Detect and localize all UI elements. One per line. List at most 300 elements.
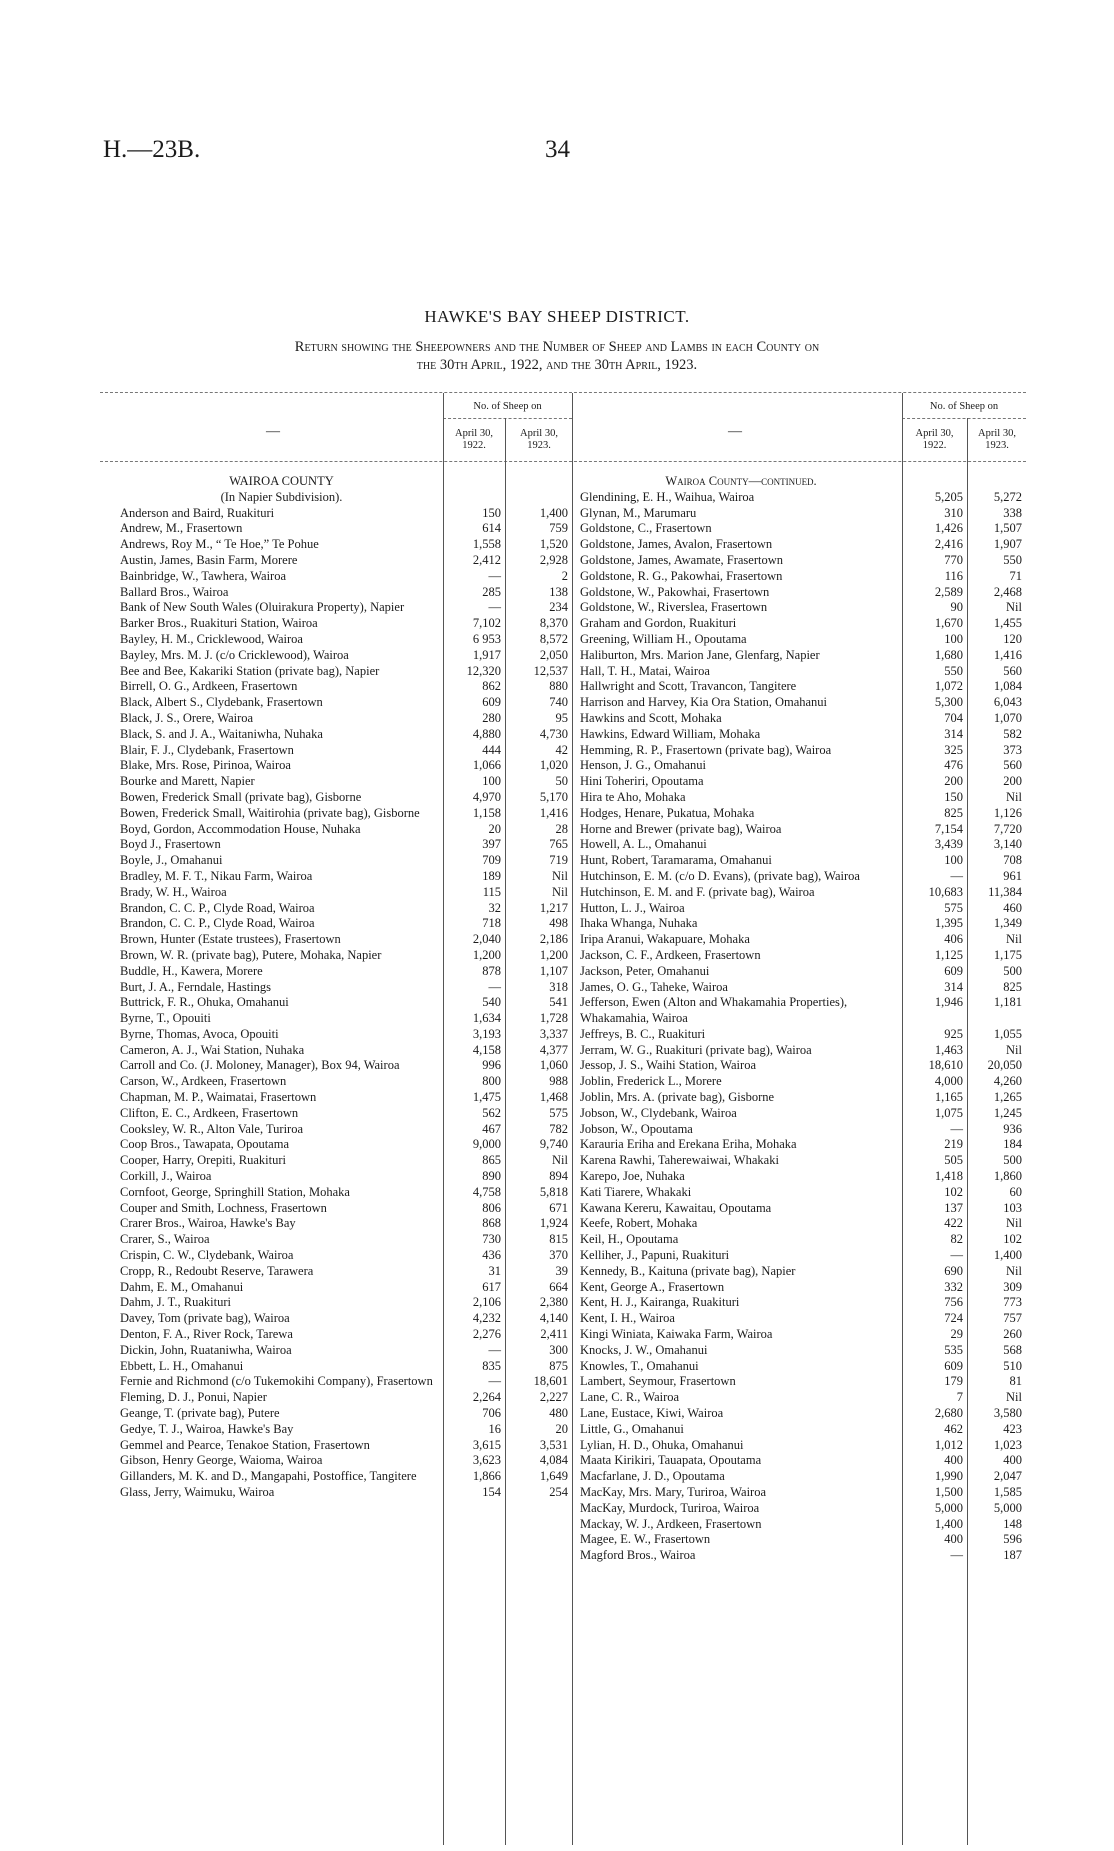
sheep-count-1922: 2,264 xyxy=(472,1390,501,1405)
sheep-count-1922: 4,758 xyxy=(472,1184,501,1199)
sheep-count-1923: Nil xyxy=(552,884,568,899)
owner-name: Brown, W. R. (private bag), Putere, Mohaka, Napier xyxy=(120,947,382,962)
owner-name: Hutchinson, E. M. (c/o D. Evans), (private bag), Wairoa xyxy=(580,868,860,883)
owner-name: Jackson, C. F., Ardkeen, Frasertown xyxy=(580,947,761,962)
table-row xyxy=(120,885,572,901)
owner-name: Little, G., Omahanui xyxy=(580,1421,684,1436)
sheep-count-1922: 862 xyxy=(482,679,501,694)
owner-name: MacKay, Murdock, Turiroa, Wairoa xyxy=(580,1500,760,1515)
table-row xyxy=(120,853,572,869)
sheep-count-1922: 2,412 xyxy=(472,552,501,567)
sheep-count-1923: 765 xyxy=(549,837,568,852)
owner-name: Bank of New South Wales (Oluirakura Property), Napier xyxy=(120,600,405,615)
table-row xyxy=(580,585,1026,601)
subtitle-line-2: the 30th April, 1922, and the 30th April, 1923. xyxy=(416,357,698,373)
table-row xyxy=(580,1058,1026,1074)
owner-name: Knocks, J. W., Omahanui xyxy=(580,1342,708,1357)
sheep-count-1922: 310 xyxy=(944,505,963,520)
table-row xyxy=(580,980,1026,996)
table-row xyxy=(120,1295,572,1311)
table-row xyxy=(580,1485,1026,1501)
sheep-count-1923: 894 xyxy=(549,1169,568,1184)
table-row xyxy=(580,822,1026,838)
sheep-count-1923: 95 xyxy=(555,710,568,725)
sheep-count-1922: 397 xyxy=(482,837,501,852)
subtitle-line-1: Return showing the Sheepowners and the Number of Sheep and Lambs in each County on xyxy=(294,339,820,355)
owner-name: Bowen, Frederick Small, Waitirohia (private bag), Gisborne xyxy=(120,805,420,820)
sheep-count-1923: 400 xyxy=(1003,1453,1022,1468)
table-row xyxy=(580,521,1026,537)
sheep-count-1923: 373 xyxy=(1003,742,1022,757)
sheep-count-1922: 285 xyxy=(482,584,501,599)
sheep-count-1923: Nil xyxy=(552,1153,568,1168)
sheep-count-1923: 596 xyxy=(1003,1532,1022,1547)
table-row xyxy=(580,1280,1026,1296)
sheep-count-1922: 690 xyxy=(944,1263,963,1278)
sheep-count-1923: 2,050 xyxy=(539,647,568,662)
table-row xyxy=(580,758,1026,774)
sheep-count-1922: 2,680 xyxy=(934,1406,963,1421)
sheep-count-1923: Nil xyxy=(1006,1263,1022,1278)
sheep-count-1922: 422 xyxy=(944,1216,963,1231)
sheep-count-1922: 609 xyxy=(944,1358,963,1373)
table-row xyxy=(120,1469,572,1485)
table-row xyxy=(120,616,572,632)
sheep-count-1923: 541 xyxy=(549,995,568,1010)
sheep-count-1922: 890 xyxy=(482,1169,501,1184)
sheep-count-1923: 338 xyxy=(1003,505,1022,520)
table-row xyxy=(580,1185,1026,1201)
sheep-count-1922: 1,012 xyxy=(934,1437,963,1452)
owner-name: Graham and Gordon, Ruakituri xyxy=(580,616,737,631)
owner-name: Kennedy, B., Kaituna (private bag), Napier xyxy=(580,1263,796,1278)
owner-name: Goldstone, W., Pakowhai, Frasertown xyxy=(580,584,770,599)
left-col-1923-header: April 30, 1923. xyxy=(520,428,558,451)
sheep-count-1923: 782 xyxy=(549,1121,568,1136)
sheep-count-1922: 102 xyxy=(944,1184,963,1199)
sheep-count-1922: 800 xyxy=(482,1074,501,1089)
table-row xyxy=(580,1232,1026,1248)
sheep-count-1922: 1,418 xyxy=(934,1169,963,1184)
sheep-count-1923: 825 xyxy=(1003,979,1022,994)
sheep-count-1923: 550 xyxy=(1003,552,1022,567)
table-row xyxy=(580,869,1026,885)
table-row xyxy=(580,837,1026,853)
owner-name: Keil, H., Opoutama xyxy=(580,1232,679,1247)
owner-name: Crispin, C. W., Clydebank, Wairoa xyxy=(120,1248,294,1263)
sheep-count-1923: 1,349 xyxy=(993,916,1022,931)
sheep-count-1923: 2 xyxy=(561,568,568,583)
sheep-count-1923: 1,400 xyxy=(539,505,568,520)
sheep-count-1922: 925 xyxy=(944,1026,963,1041)
sheep-count-1922: 4,232 xyxy=(472,1311,501,1326)
owner-name: Kati Tiarere, Whakaki xyxy=(580,1184,692,1199)
sheep-count-1923: Nil xyxy=(1006,932,1022,947)
owner-name: Boyd J., Frasertown xyxy=(120,837,221,852)
table-row xyxy=(580,916,1026,932)
sheep-count-1922: 609 xyxy=(944,963,963,978)
sheep-count-1923: 708 xyxy=(1003,853,1022,868)
table-row xyxy=(580,743,1026,759)
sheep-count-1923: 671 xyxy=(549,1200,568,1215)
table-row xyxy=(120,869,572,885)
table-row xyxy=(580,1374,1026,1390)
sheep-count-1923: 2,186 xyxy=(539,932,568,947)
sheep-count-1923: 2,928 xyxy=(539,552,568,567)
sheep-count-1922: 462 xyxy=(944,1421,963,1436)
sheep-count-1923: 318 xyxy=(549,979,568,994)
table-top-rule xyxy=(100,392,1026,393)
table-row xyxy=(580,1438,1026,1454)
owner-name: Magford Bros., Wairoa xyxy=(580,1548,696,1563)
owner-name: Jessop, J. S., Waihi Station, Wairoa xyxy=(580,1058,756,1073)
sheep-count-1922: 865 xyxy=(482,1153,501,1168)
sheep-count-1923: 2,468 xyxy=(993,584,1022,599)
sheep-count-1923: 510 xyxy=(1003,1358,1022,1373)
owner-name: Black, S. and J. A., Waitaniwha, Nuhaka xyxy=(120,726,323,741)
sheep-count-1923: 3,140 xyxy=(993,837,1022,852)
table-row xyxy=(580,1106,1026,1122)
sheep-count-1922: 314 xyxy=(944,726,963,741)
sheep-count-1923: 423 xyxy=(1003,1421,1022,1436)
sheep-count-1922: 400 xyxy=(944,1453,963,1468)
sheep-count-1922: 1,634 xyxy=(472,1011,501,1026)
sheep-count-1922: — xyxy=(488,568,501,583)
owner-name: Dickin, John, Ruataniwha, Wairoa xyxy=(120,1342,292,1357)
table-row xyxy=(120,1406,572,1422)
sheep-count-1923: 3,580 xyxy=(993,1406,1022,1421)
sheep-count-1922: 1,917 xyxy=(472,647,501,662)
owner-name: Blake, Mrs. Rose, Pirinoa, Wairoa xyxy=(120,758,291,773)
table-row xyxy=(120,743,572,759)
table-row xyxy=(580,885,1026,901)
table-row xyxy=(580,1264,1026,1280)
sheep-count-1922: 179 xyxy=(944,1374,963,1389)
table-row xyxy=(580,600,1026,616)
table-row xyxy=(120,790,572,806)
owner-name: Kelliher, J., Papuni, Ruakituri xyxy=(580,1248,730,1263)
sheep-count-1923: 2,411 xyxy=(540,1327,568,1342)
sheep-count-1923: 42 xyxy=(555,742,568,757)
owner-name: Kent, I. H., Wairoa xyxy=(580,1311,675,1326)
sheep-count-1922: 5,000 xyxy=(934,1500,963,1515)
owner-name: Hunt, Robert, Taramarama, Omahanui xyxy=(580,853,772,868)
table-row xyxy=(120,664,572,680)
owner-name: Henson, J. G., Omahanui xyxy=(580,758,707,773)
owner-name: Anderson and Baird, Ruakituri xyxy=(120,505,275,520)
sheep-count-1923: 1,175 xyxy=(993,947,1022,962)
sheep-count-1923: 1,468 xyxy=(539,1090,568,1105)
sheep-count-1922: 718 xyxy=(482,916,501,931)
sheep-count-1923: 11,384 xyxy=(988,884,1022,899)
sheep-count-1922: — xyxy=(950,1548,963,1563)
owner-name: Crarer, S., Wairoa xyxy=(120,1232,210,1247)
sheep-count-1922: 806 xyxy=(482,1200,501,1215)
sheep-count-1923: 187 xyxy=(1003,1548,1022,1563)
sheep-count-1922: 150 xyxy=(482,505,501,520)
sheep-count-1923: 988 xyxy=(549,1074,568,1089)
sheep-count-1922: 617 xyxy=(482,1279,501,1294)
sheep-count-1922: 4,970 xyxy=(472,789,501,804)
table-row xyxy=(120,679,572,695)
sheep-count-1923: 39 xyxy=(555,1263,568,1278)
county-continued-heading: Wairoa County—continued. xyxy=(665,474,817,488)
table-row xyxy=(120,1153,572,1169)
table-row xyxy=(120,1453,572,1469)
owner-name: Macfarlane, J. D., Opoutama xyxy=(580,1469,725,1484)
sheep-count-1923: 28 xyxy=(555,821,568,836)
owner-name: Blair, F. J., Clydebank, Frasertown xyxy=(120,742,294,757)
sheep-count-1923: Nil xyxy=(1006,600,1022,615)
table-row xyxy=(120,1422,572,1438)
sheep-count-1922: 540 xyxy=(482,995,501,1010)
table-row xyxy=(120,837,572,853)
table-row xyxy=(580,1216,1026,1232)
sheep-count-1923: 3,337 xyxy=(539,1026,568,1041)
sheep-count-1923: 880 xyxy=(549,679,568,694)
sheep-count-1922: 1,558 xyxy=(472,537,501,552)
table-row xyxy=(580,1390,1026,1406)
return-subtitle xyxy=(100,338,1014,374)
sheep-count-1923: 309 xyxy=(1003,1279,1022,1294)
owner-name: Goldstone, C., Frasertown xyxy=(580,521,712,536)
sheep-count-1923: 568 xyxy=(1003,1342,1022,1357)
sheep-count-1922: — xyxy=(950,1121,963,1136)
owner-name: Karena Rawhi, Taherewaiwai, Whakaki xyxy=(580,1153,779,1168)
sheep-count-1922: 825 xyxy=(944,805,963,820)
sheep-count-1922: 2,106 xyxy=(472,1295,501,1310)
sheep-count-1923: 3,531 xyxy=(539,1437,568,1452)
sheep-count-1923: 498 xyxy=(549,916,568,931)
sheep-count-1922: 32 xyxy=(488,900,501,915)
table-row xyxy=(580,616,1026,632)
table-row xyxy=(580,632,1026,648)
sheep-count-1923: 875 xyxy=(549,1358,568,1373)
owner-name: Brandon, C. C. P., Clyde Road, Wairoa xyxy=(120,900,315,915)
sheep-count-1922: 756 xyxy=(944,1295,963,1310)
sheep-count-1923: 1,416 xyxy=(539,805,568,820)
table-row xyxy=(120,980,572,996)
sheep-count-1922: 436 xyxy=(482,1248,501,1263)
sheep-count-1922: 1,066 xyxy=(472,758,501,773)
table-row xyxy=(580,1469,1026,1485)
table-row xyxy=(580,964,1026,980)
sheep-count-1922: 730 xyxy=(482,1232,501,1247)
sheep-count-1922: 115 xyxy=(482,884,501,899)
owner-name: Burt, J. A., Ferndale, Hastings xyxy=(120,979,272,994)
sheep-count-1923: 12,537 xyxy=(533,663,568,678)
sheep-count-1923: 1,265 xyxy=(993,1090,1022,1105)
owner-name: Corkill, J., Wairoa xyxy=(120,1169,212,1184)
table-row xyxy=(120,822,572,838)
owner-name: Hawkins and Scott, Mohaka xyxy=(580,710,722,725)
sheep-count-1923: Nil xyxy=(552,868,568,883)
sheep-count-1923: 961 xyxy=(1003,868,1022,883)
table-row xyxy=(580,664,1026,680)
sheep-count-1922: 20 xyxy=(488,821,501,836)
sheep-count-1923: 4,140 xyxy=(539,1311,568,1326)
table-row xyxy=(120,537,572,553)
sheep-count-1923: 1,416 xyxy=(993,647,1022,662)
table-row xyxy=(580,774,1026,790)
left-group-header: No. of Sheep on xyxy=(473,401,542,412)
sheep-count-1922: 1,866 xyxy=(472,1469,501,1484)
sheep-count-1923: 1,400 xyxy=(993,1248,1022,1263)
table-row xyxy=(580,1406,1026,1422)
table-row xyxy=(580,1548,1026,1564)
table-row xyxy=(120,1232,572,1248)
sheep-count-1922: 3,615 xyxy=(472,1437,501,1452)
table-row xyxy=(580,995,1026,1027)
owner-name: Goldstone, James, Avalon, Frasertown xyxy=(580,537,773,552)
owner-name: Bayley, Mrs. M. J. (c/o Cricklewood), Wairoa xyxy=(120,647,349,662)
sheep-count-1923: 1,055 xyxy=(993,1026,1022,1041)
table-row xyxy=(580,490,1026,506)
sheep-count-1922: 1,680 xyxy=(934,647,963,662)
right-rows xyxy=(580,490,1026,1564)
owner-name: Karepo, Joe, Nuhaka xyxy=(580,1169,685,1184)
table-row xyxy=(120,1264,572,1280)
owner-name: Ebbett, L. H., Omahanui xyxy=(120,1358,244,1373)
owner-name: Cropp, R., Redoubt Reserve, Tarawera xyxy=(120,1263,314,1278)
table-row xyxy=(120,1074,572,1090)
table-row xyxy=(120,711,572,727)
sheep-count-1923: 1,070 xyxy=(993,710,1022,725)
sheep-count-1922: 1,075 xyxy=(934,1105,963,1120)
sheep-count-1923: 5,000 xyxy=(993,1500,1022,1515)
left-name-header: — xyxy=(266,424,280,439)
table-row xyxy=(580,1422,1026,1438)
table-row xyxy=(120,569,572,585)
sheep-count-1923: 370 xyxy=(549,1248,568,1263)
table-row xyxy=(120,1185,572,1201)
right-column xyxy=(580,474,1026,1564)
sheep-count-1922: 2,040 xyxy=(472,932,501,947)
table-row xyxy=(580,1074,1026,1090)
table-row xyxy=(580,806,1026,822)
sheep-count-1923: Nil xyxy=(1006,1390,1022,1405)
sheep-count-1922: 724 xyxy=(944,1311,963,1326)
sheep-count-1923: 773 xyxy=(1003,1295,1022,1310)
sheep-count-1923: 20,050 xyxy=(987,1058,1022,1073)
sheep-count-1923: 9,740 xyxy=(539,1137,568,1152)
sheep-count-1923: 664 xyxy=(549,1279,568,1294)
owner-name: Geange, T. (private bag), Putere xyxy=(120,1406,280,1421)
owner-name: Bainbridge, W., Tawhera, Wairoa xyxy=(120,568,287,583)
sheep-count-1923: 1,907 xyxy=(993,537,1022,552)
sheep-count-1922: — xyxy=(488,1342,501,1357)
owner-name: Gedye, T. J., Wairoa, Hawke's Bay xyxy=(120,1421,294,1436)
owner-name: Lylian, H. D., Ohuka, Omahanui xyxy=(580,1437,744,1452)
sheep-count-1922: — xyxy=(950,868,963,883)
owner-name: Davey, Tom (private bag), Wairoa xyxy=(120,1311,290,1326)
sheep-count-1922: 835 xyxy=(482,1358,501,1373)
sheep-count-1923: 719 xyxy=(549,853,568,868)
owner-name: Hutchinson, E. M. and F. (private bag), Wairoa xyxy=(580,884,815,899)
sheep-count-1922: 706 xyxy=(482,1406,501,1421)
table-row xyxy=(120,916,572,932)
county-heading: WAIROA COUNTY xyxy=(229,474,334,488)
right-name-header: — xyxy=(728,424,742,439)
col-divider xyxy=(572,393,573,1845)
sheep-count-1923: 2,380 xyxy=(539,1295,568,1310)
sheep-count-1922: 1,125 xyxy=(934,947,963,962)
sheep-count-1922: 3,439 xyxy=(934,837,963,852)
sheep-count-1922: 444 xyxy=(482,742,501,757)
sheep-count-1923: 234 xyxy=(549,600,568,615)
sheep-count-1923: 560 xyxy=(1003,758,1022,773)
owner-name: Hodges, Henare, Pukatua, Mohaka xyxy=(580,805,755,820)
owner-name: Hall, T. H., Matai, Wairoa xyxy=(580,663,710,678)
sheep-count-1923: 2,227 xyxy=(539,1390,568,1405)
table-row xyxy=(120,632,572,648)
sheep-count-1922: 31 xyxy=(488,1263,501,1278)
table-row xyxy=(580,1169,1026,1185)
sheep-count-1922: 4,000 xyxy=(934,1074,963,1089)
owner-name: Kingi Winiata, Kaiwaka Farm, Wairoa xyxy=(580,1327,773,1342)
table-row xyxy=(120,995,572,1011)
sheep-count-1923: 138 xyxy=(549,584,568,599)
owner-name: Birrell, O. G., Ardkeen, Frasertown xyxy=(120,679,298,694)
sheep-count-1922: 12,320 xyxy=(466,663,501,678)
sheep-count-1922: 3,623 xyxy=(472,1453,501,1468)
sheep-count-1922: 6 953 xyxy=(472,631,501,646)
sheep-count-1923: 1,520 xyxy=(539,537,568,552)
sheep-count-1922: 90 xyxy=(950,600,963,615)
table-row xyxy=(120,1280,572,1296)
right-col-1923-header: April 30, 1923. xyxy=(978,428,1016,451)
sheep-count-1923: 575 xyxy=(549,1105,568,1120)
table-row xyxy=(120,648,572,664)
owner-name: Clifton, E. C., Ardkeen, Frasertown xyxy=(120,1105,299,1120)
table-row xyxy=(120,932,572,948)
sheep-count-1922: 219 xyxy=(944,1137,963,1152)
sheep-count-1922: 1,475 xyxy=(472,1090,501,1105)
sheep-count-1923: 1,107 xyxy=(539,963,568,978)
owner-name: Crarer Bros., Wairoa, Hawke's Bay xyxy=(120,1216,296,1231)
sheep-count-1922: 3,193 xyxy=(472,1026,501,1041)
owner-name: Gibson, Henry George, Waioma, Wairoa xyxy=(120,1453,323,1468)
sheep-count-1923: 6,043 xyxy=(993,695,1022,710)
owner-name: Byrne, Thomas, Avoca, Opouiti xyxy=(120,1026,279,1041)
owner-name: Goldstone, R. G., Pakowhai, Frasertown xyxy=(580,568,783,583)
table-row xyxy=(120,1359,572,1375)
page-number: 34 xyxy=(545,136,570,163)
table-row xyxy=(120,1485,572,1501)
sheep-count-1923: 5,170 xyxy=(539,789,568,804)
sheep-count-1922: 535 xyxy=(944,1342,963,1357)
sheep-count-1923: 148 xyxy=(1003,1516,1022,1531)
sheep-count-1923: 8,572 xyxy=(539,631,568,646)
sheep-count-1923: 1,084 xyxy=(993,679,1022,694)
table-row xyxy=(120,1201,572,1217)
owner-name: Glass, Jerry, Waimuku, Wairoa xyxy=(120,1485,275,1499)
table-row xyxy=(120,1343,572,1359)
sheep-count-1922: 476 xyxy=(944,758,963,773)
table-row xyxy=(580,1027,1026,1043)
sheep-count-1923: 71 xyxy=(1009,568,1022,583)
sheep-count-1923: 1,200 xyxy=(539,947,568,962)
owner-name: MacKay, Mrs. Mary, Turiroa, Wairoa xyxy=(580,1485,766,1499)
owner-name: Ihaka Whanga, Nuhaka xyxy=(580,916,698,931)
sheep-count-1923: 50 xyxy=(555,774,568,789)
sheep-count-1922: 29 xyxy=(950,1327,963,1342)
sheep-count-1922: 325 xyxy=(944,742,963,757)
sheep-count-1922: 1,946 xyxy=(934,995,963,1010)
table-row xyxy=(580,1295,1026,1311)
owner-name: Keefe, Robert, Mohaka xyxy=(580,1216,698,1231)
sheep-count-1922: 5,300 xyxy=(934,695,963,710)
